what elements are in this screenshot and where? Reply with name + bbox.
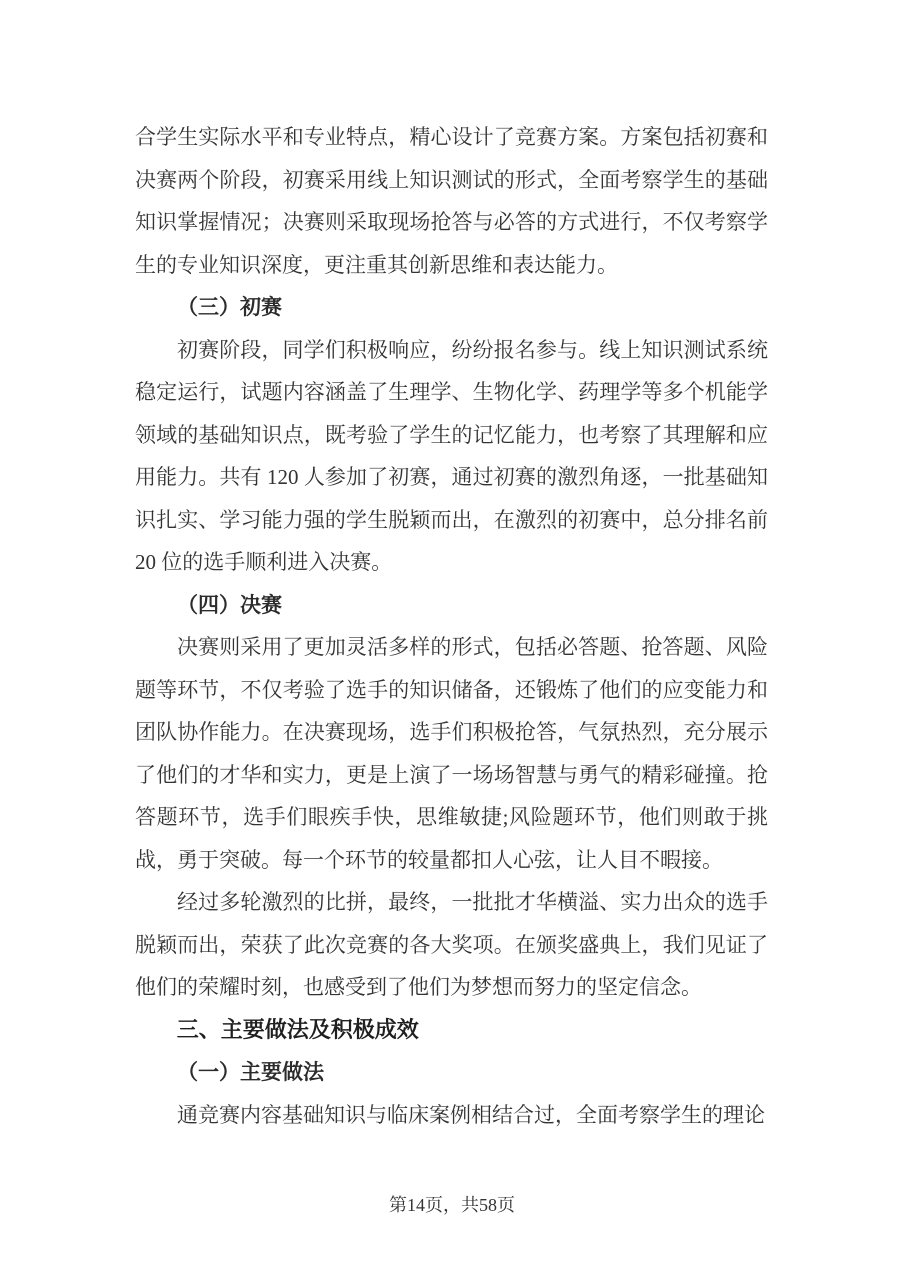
paragraph-preliminary-round: 初赛阶段，同学们积极响应，纷纷报名参与。线上知识测试系统稳定运行，试题内容涵盖了生理学、生物化学、药理学等多个机能学领域的基础知识点，既考验了学生的记忆能力，也考察了其理解和应用能力。共有 120 人参加了初赛，通过初赛的激烈角逐，一批基础知识扎实、学习能力强的学生脱颖而出，在激烈的初赛中，总分排名前 20 位的选手顺利进入决赛。 (135, 337, 768, 574)
paragraph-main-practices: 通竞赛内容基础知识与临床案例相结合过，全面考察学生的理论 (177, 1102, 765, 1127)
paragraph-awards: 经过多轮激烈的比拼，最终，一批批才华横溢、实力出众的选手脱颖而出，荣获了此次竞赛的各大奖项。在颁奖盛典上，我们见证了他们的荣耀时刻，也感受到了他们为梦想而努力的坚定信念。 (135, 890, 768, 999)
page-number-indicator: 第14页，共58页 (389, 1195, 515, 1215)
sub-heading-final-round: （四）决赛 (177, 592, 282, 617)
section-heading-main-practices: 三、主要做法及积极成效 (176, 1016, 419, 1042)
sub-heading-preliminary-round: （三）初赛 (177, 295, 282, 319)
paragraph-continuation-competition-plan: 合学生实际水平和专业特点，精心设计了竞赛方案。方案包括初赛和决赛两个阶段，初赛采用线上知识测试的形式，全面考察学生的基础知识掌握情况；决赛则采取现场抢答与必答的方式进行，不仅考察学生的专业知识深度，更注重其创新思维和表达能力。 (135, 125, 768, 277)
sub-heading-main-practices: （一）主要做法 (177, 1060, 324, 1084)
document-body (135, 116, 768, 1136)
paragraph-final-round: 决赛则采用了更加灵活多样的形式，包括必答题、抢答题、风险题等环节，不仅考验了选手的知识储备，还锻炼了他们的应变能力和团队协作能力。在决赛现场，选手们积极抢答，气氛热烈，充分展示了他们的才华和实力，更是上演了一场场智慧与勇气的精彩碰撞。抢答题环节，选手们眼疾手快，思维敏捷;风险题环节，他们则敢于挑战，勇于突破。每一个环节的较量都扣人心弦，让人目不暇接。 (135, 635, 768, 872)
page-footer (0, 1192, 904, 1218)
